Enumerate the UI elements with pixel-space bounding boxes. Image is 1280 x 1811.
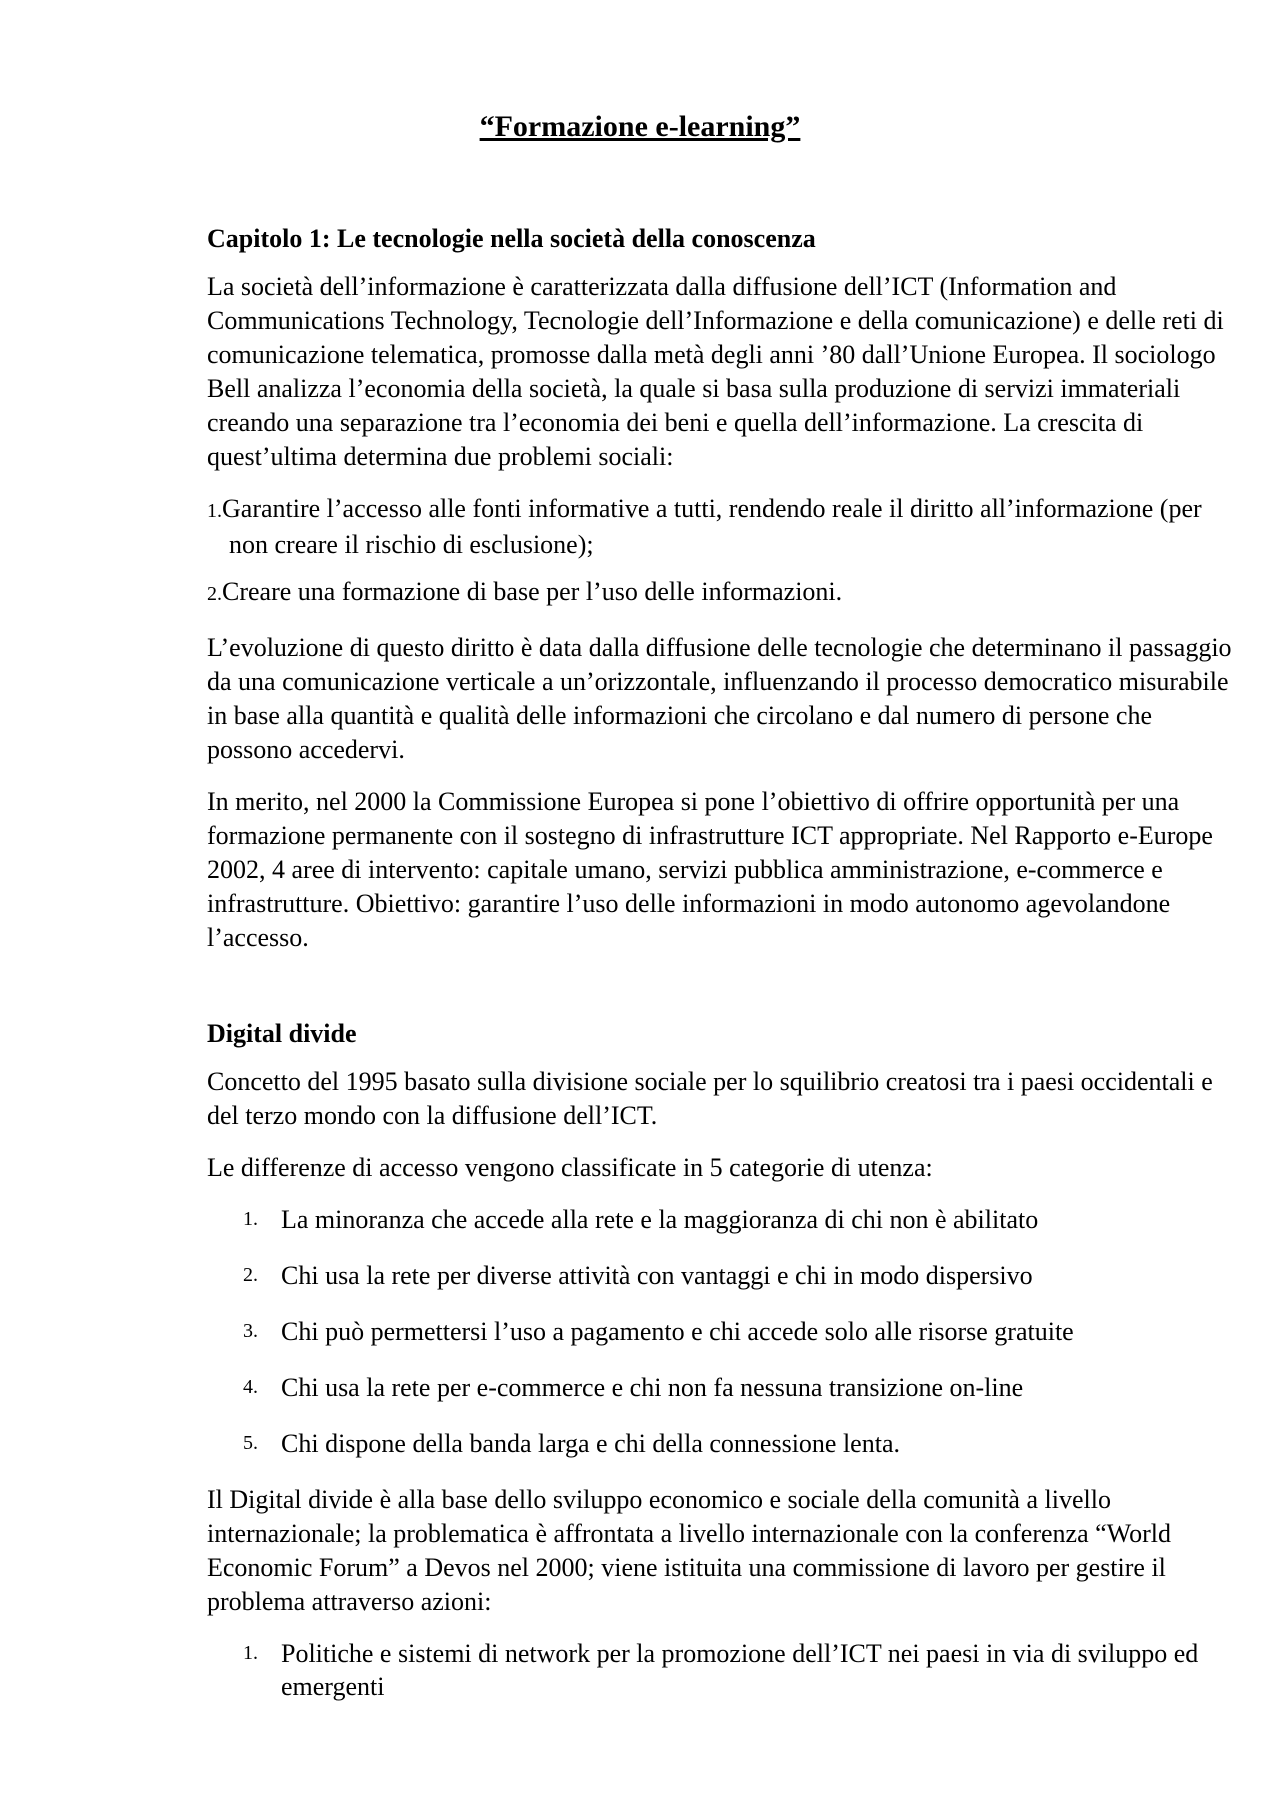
list-item xyxy=(207,1259,1232,1292)
paragraph: L’evoluzione di questo diritto è data dalla diffusione delle tecnologie che determinano il passaggio da una comunicazione verticale a un’orizzontale, influenzando il processo democratico misurabile in base alla quantità e qualità delle informazioni che circolano e dal numero di persone che possono accedervi. xyxy=(207,632,1232,764)
section-heading: Digital divide xyxy=(207,1018,357,1048)
list-number: 1. xyxy=(243,1207,258,1230)
paragraph: La società dell’informazione è caratterizzata dalla diffusione dell’ICT (Information and Communications Technology, Tecnologie dell’Informazione e della comunicazione) e delle reti di comunicazione telematica, promosse dalla metà degli anni ’80 dall’Unione Europea. Il sociologo Bell analizza l’economia della società, la quale si basa sulla produzione di servizi immateriali creando una separazione tra l’economia dei beni e quella dell’informazione. La crescita di quest’ultima determina due problemi sociali: xyxy=(207,271,1224,471)
problems-list xyxy=(207,492,1232,611)
paragraph: Concetto del 1995 basato sulla divisione sociale per lo squilibrio creatosi tra i paesi occidentali e del terzo mondo con la diffusione dell’ICT. xyxy=(207,1066,1213,1130)
paragraph: Il Digital divide è alla base dello sviluppo economico e sociale della comunità a livello internazionale; la problematica è affrontata a livello internazionale con la conferenza “World Economic Forum” a Devos nel 2000; viene istituita una commissione di lavoro per gestire il problema attraverso azioni: xyxy=(207,1484,1171,1616)
actions-list xyxy=(207,1637,1232,1703)
section-spacer xyxy=(207,973,1232,1017)
list-number: 3. xyxy=(243,1319,258,1342)
list-text: Chi usa la rete per diverse attività con vantaggi e chi in modo dispersivo xyxy=(281,1260,1033,1290)
list-number: 2. xyxy=(207,582,222,605)
list-number: 2. xyxy=(243,1263,258,1286)
list-item xyxy=(207,492,1232,561)
list-text: Chi può permettersi l’uso a pagamento e chi accede solo alle risorse gratuite xyxy=(281,1316,1074,1346)
list-text: Garantire l’accesso alle fonti informative a tutti, rendendo reale il diritto all’informazione (per non creare il rischio di esclusione); xyxy=(222,493,1202,559)
chapter-heading: Capitolo 1: Le tecnologie nella società della conoscenza xyxy=(207,224,816,253)
list-number: 4. xyxy=(243,1375,258,1398)
list-number: 5. xyxy=(243,1431,258,1454)
list-number: 1. xyxy=(207,499,222,522)
list-text: Creare una formazione di base per l’uso delle informazioni. xyxy=(222,576,843,606)
list-item xyxy=(207,1371,1232,1404)
list-number: 1. xyxy=(243,1641,258,1664)
categories-list xyxy=(207,1203,1232,1460)
paragraph: Le differenze di accesso vengono classificate in 5 categorie di utenza: xyxy=(207,1152,933,1182)
list-item xyxy=(207,1315,1232,1348)
paragraph: In merito, nel 2000 la Commissione Europea si pone l’obiettivo di offrire opportunità per una formazione permanente con il sostegno di infrastrutture ICT appropriate. Nel Rapporto e-Europe 2002, 4 aree di intervento: capitale umano, servizi pubblica amministrazione, e-commerce e infrastrutture. Obiettivo: garantire l’uso delle informazioni in modo autonomo agevolandone l’accesso. xyxy=(207,786,1213,952)
list-text: Chi usa la rete per e-commerce e chi non fa nessuna transizione on-line xyxy=(281,1372,1024,1402)
list-text: Politiche e sistemi di network per la promozione dell’ICT nei paesi in via di sviluppo ed emergenti xyxy=(281,1638,1199,1701)
list-item xyxy=(207,1427,1232,1460)
document-body xyxy=(207,222,1232,1726)
document-title: “Formazione e-learning” xyxy=(479,110,801,143)
list-item xyxy=(207,575,1232,611)
list-item xyxy=(207,1203,1232,1236)
list-text: Chi dispone della banda larga e chi della connessione lenta. xyxy=(281,1428,900,1458)
list-text: La minoranza che accede alla rete e la maggioranza di chi non è abilitato xyxy=(281,1204,1039,1234)
list-item xyxy=(207,1637,1232,1703)
